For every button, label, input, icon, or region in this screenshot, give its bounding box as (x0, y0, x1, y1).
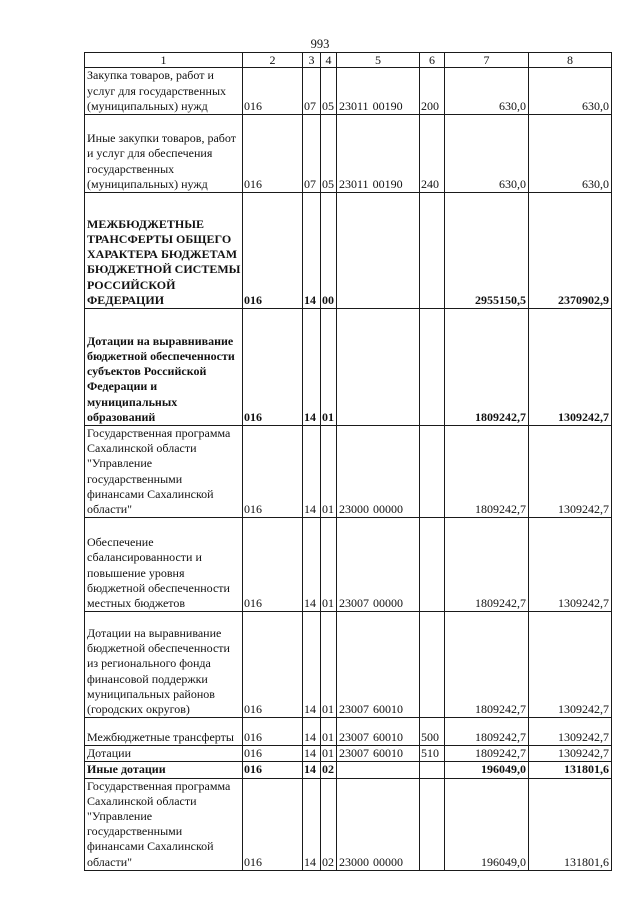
expense-type-code (420, 612, 445, 718)
target-article (337, 68, 420, 115)
target-article (337, 193, 420, 309)
amount-year-2: 131801,6 (529, 778, 612, 870)
table-row (85, 115, 612, 193)
target-article-program: 23000 (339, 502, 369, 517)
ministry-code: 016 (243, 193, 303, 309)
amount-year-2: 630,0 (529, 115, 612, 193)
amount-year-1: 1809242,7 (445, 309, 529, 426)
expense-type-code (420, 518, 445, 612)
table-row (85, 518, 612, 612)
ministry-code: 016 (243, 426, 303, 518)
ministry-code: 016 (243, 309, 303, 426)
target-article-program: 23011 (339, 98, 369, 113)
section-code: 14 (303, 193, 321, 309)
subsection-code: 01 (321, 309, 337, 426)
subsection-code: 01 (321, 718, 337, 746)
target-article-direction: 60010 (373, 730, 403, 745)
subsection-code: 01 (321, 612, 337, 718)
target-article (337, 778, 420, 870)
table-row (85, 746, 612, 762)
expense-type-code (420, 193, 445, 309)
column-header: 2 (243, 53, 303, 68)
subsection-code: 02 (321, 762, 337, 778)
target-article-direction: 00190 (372, 176, 403, 191)
ministry-code: 016 (243, 718, 303, 746)
target-article (337, 612, 420, 718)
amount-year-2: 1309242,7 (529, 426, 612, 518)
section-code: 14 (303, 778, 321, 870)
amount-year-2: 1309242,7 (529, 718, 612, 746)
amount-year-1: 630,0 (445, 115, 529, 193)
expense-type-code (420, 762, 445, 778)
row-name: МЕЖБЮДЖЕТНЫЕ ТРАНСФЕРТЫ ОБЩЕГО ХАРАКТЕРА БЮДЖЕТАМ БЮДЖЕТНОЙ СИСТЕМЫ РОССИЙСКОЙ ФЕДЕРАЦИИ (85, 193, 243, 309)
ministry-code: 016 (243, 68, 303, 115)
section-code: 14 (303, 426, 321, 518)
row-name: Иные закупки товаров, работ и услуг для обеспечения государственных (муниципальных) нужд (85, 115, 243, 193)
section-code: 07 (303, 115, 321, 193)
section-code: 14 (303, 762, 321, 778)
table-row (85, 309, 612, 426)
amount-year-1: 630,0 (445, 68, 529, 115)
section-code: 14 (303, 518, 321, 612)
column-header: 8 (529, 53, 612, 68)
section-code: 14 (303, 718, 321, 746)
amount-year-2: 2370902,9 (529, 193, 612, 309)
amount-year-2: 630,0 (529, 68, 612, 115)
amount-year-1: 1809242,7 (445, 718, 529, 746)
target-article-direction: 00000 (373, 854, 403, 869)
subsection-code: 05 (321, 115, 337, 193)
subsection-code: 00 (321, 193, 337, 309)
budget-table (84, 52, 612, 871)
table-row (85, 193, 612, 309)
ministry-code: 016 (243, 778, 303, 870)
table-row (85, 778, 612, 870)
table-row (85, 426, 612, 518)
expense-type-code: 200 (420, 68, 445, 115)
target-article (337, 762, 420, 778)
expense-type-code (420, 426, 445, 518)
target-article-direction: 60010 (373, 746, 403, 761)
target-article (337, 309, 420, 426)
ministry-code: 016 (243, 762, 303, 778)
section-code: 14 (303, 746, 321, 762)
row-name: Дотации (85, 746, 243, 762)
amount-year-1: 196049,0 (445, 762, 529, 778)
target-article-direction: 00000 (373, 596, 403, 611)
row-name: Государственная программа Сахалинской области "Управление государственными финансами Сахалинской области" (85, 426, 243, 518)
amount-year-1: 1809242,7 (445, 612, 529, 718)
row-name: Иные дотации (85, 762, 243, 778)
ministry-code: 016 (243, 115, 303, 193)
target-article (337, 518, 420, 612)
target-article-direction: 00000 (373, 502, 403, 517)
amount-year-2: 1309242,7 (529, 612, 612, 718)
row-name: Дотации на выравнивание бюджетной обеспеченности субъектов Российской Федерации и муниципальных образований (85, 309, 243, 426)
table-row (85, 718, 612, 746)
target-article-direction: 60010 (373, 702, 403, 717)
subsection-code: 01 (321, 518, 337, 612)
table-row (85, 762, 612, 778)
amount-year-2: 1309242,7 (529, 309, 612, 426)
section-code: 14 (303, 309, 321, 426)
row-name: Обеспечение сбалансированности и повышение уровня бюджетной обеспеченности местных бюджетов (85, 518, 243, 612)
target-article (337, 426, 420, 518)
ministry-code: 016 (243, 612, 303, 718)
row-name: Закупка товаров, работ и услуг для государственных (муниципальных) нужд (85, 68, 243, 115)
amount-year-2: 131801,6 (529, 762, 612, 778)
target-article (337, 115, 420, 193)
section-code: 07 (303, 68, 321, 115)
subsection-code: 01 (321, 746, 337, 762)
column-header: 7 (445, 53, 529, 68)
amount-year-2: 1309242,7 (529, 518, 612, 612)
row-name: Межбюджетные трансферты (85, 718, 243, 746)
column-header: 3 (303, 53, 321, 68)
section-code: 14 (303, 612, 321, 718)
target-article-program: 23000 (339, 854, 369, 869)
target-article-program: 23011 (339, 176, 369, 191)
target-article-program: 23007 (339, 746, 369, 761)
target-article (337, 746, 420, 762)
target-article-program: 23007 (339, 730, 369, 745)
subsection-code: 05 (321, 68, 337, 115)
target-article-program: 23007 (339, 702, 369, 717)
expense-type-code: 500 (420, 718, 445, 746)
amount-year-2: 1309242,7 (529, 746, 612, 762)
column-header: 5 (337, 53, 420, 68)
ministry-code: 016 (243, 746, 303, 762)
target-article-direction: 00190 (372, 98, 403, 113)
table-row (85, 612, 612, 718)
target-article-program: 23007 (339, 596, 369, 611)
ministry-code: 016 (243, 518, 303, 612)
expense-type-code (420, 309, 445, 426)
subsection-code: 01 (321, 426, 337, 518)
amount-year-1: 1809242,7 (445, 518, 529, 612)
amount-year-1: 1809242,7 (445, 426, 529, 518)
target-article (337, 718, 420, 746)
row-name: Дотации на выравнивание бюджетной обеспеченности из регионального фонда финансовой поддержки муниципальных районов (городских округов) (85, 612, 243, 718)
amount-year-1: 196049,0 (445, 778, 529, 870)
amount-year-1: 2955150,5 (445, 193, 529, 309)
table-row (85, 68, 612, 115)
amount-year-1: 1809242,7 (445, 746, 529, 762)
column-header: 6 (420, 53, 445, 68)
column-header: 1 (85, 53, 243, 68)
page-number: 993 (310, 37, 330, 51)
expense-type-code: 240 (420, 115, 445, 193)
column-header: 4 (321, 53, 337, 68)
expense-type-code (420, 778, 445, 870)
header-row (85, 53, 612, 68)
row-name: Государственная программа Сахалинской области "Управление государственными финансами Сахалинской области" (85, 778, 243, 870)
expense-type-code: 510 (420, 746, 445, 762)
subsection-code: 02 (321, 778, 337, 870)
